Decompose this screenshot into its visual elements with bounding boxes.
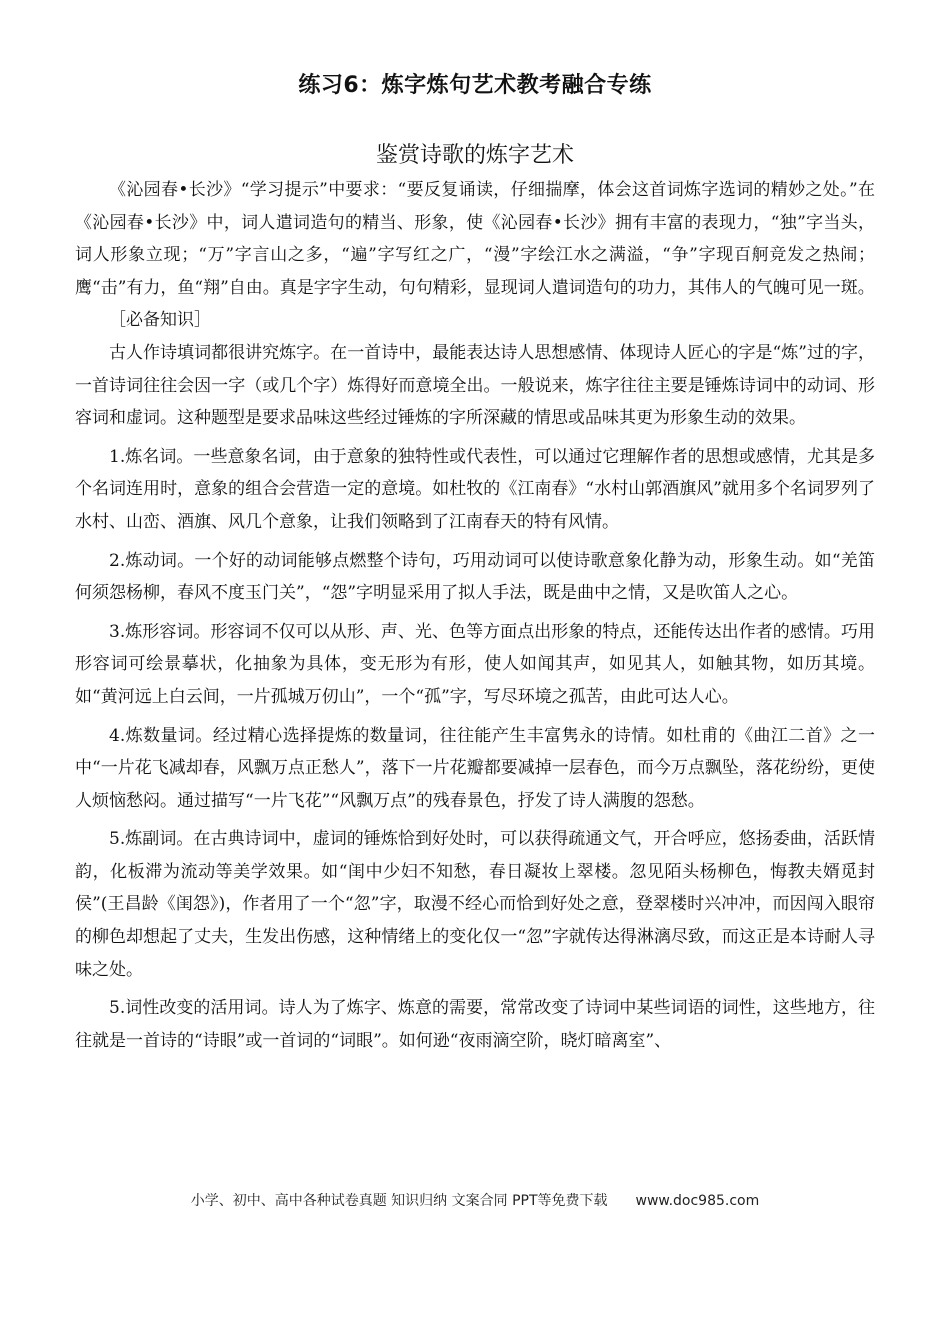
list-item-adverbs: 5.炼副词。在古典诗词中，虚词的锤炼恰到好处时，可以获得疏通文气，开合呼应，悠扬委曲，活跃情韵，化板滞为流动等美学效果。如“闺中少妇不知愁，春日凝妆上翠楼。忽见陌头杨柳色，悔教夫婿觅封侯”(王昌龄《闺怨》)，作者用了一个“忽”字，取漫不经心而恰到好处之意，登翠楼时兴冲冲，而因闯入眼帘的柳色却想起了丈夫，生发出伤感，这种情绪上的变化仅一“忽”字就传达得淋漓尽致，而这正是本诗耐人寻味之处。 bbox=[75, 829, 875, 980]
page-title: 练习6：炼字炼句艺术教考融合专练 bbox=[298, 73, 652, 98]
page-footer bbox=[0, 1190, 950, 1210]
list-item-conversion: 5.词性改变的活用词。诗人为了炼字、炼意的需要，常常改变了诗词中某些词语的词性，这些地方，往往就是一首诗的“诗眼”或一首词的“词眼”。如何逊“夜雨滴空阶，晓灯暗离室”、 bbox=[75, 998, 875, 1051]
document-body bbox=[75, 174, 875, 1057]
body-paragraph: 古人作诗填词都很讲究炼字。在一首诗中，最能表达诗人思想感情、体现诗人匠心的字是“炼”过的字，一首诗词往往会因一字（或几个字）炼得好而意境全出。一般说来，炼字往往主要是锤炼诗词中的动词、形容词和虚词。这种题型是要求品味这些经过锤炼的字所深藏的情思或品味其更为形象生动的效果。 bbox=[75, 342, 875, 429]
section-subtitle: 鉴赏诗歌的炼字艺术 bbox=[375, 143, 574, 168]
intro-paragraph: 《沁园春•长沙》“学习提示”中要求：“要反复诵读，仔细揣摩，体会这首词炼字选词的精妙之处。”在《沁园春•长沙》中，词人遣词造句的精当、形象，使《沁园春•长沙》拥有丰富的表现力，“独”字当头，词人形象立现；“万”字言山之多，“遍”字写红之广，“漫”字绘江水之满溢，“争”字现百舸竞发之热闹；鹰“击”有力，鱼“翔”自由。真是字字生动，句句精彩，显现词人遣词造句的功力，其伟人的气魄可见一斑。 bbox=[75, 180, 875, 298]
list-item-verbs: 2.炼动词。一个好的动词能够点燃整个诗句，巧用动词可以使诗歌意象化静为动，形象生动。如“羌笛何须怨杨柳，春风不度玉门关”，“怨”字明显采用了拟人手法，既是曲中之情，又是吹笛人之心。 bbox=[75, 550, 875, 604]
list-item-adjectives: 3.炼形容词。形容词不仅可以从形、声、光、色等方面点出形象的特点，还能传达出作者的感情。巧用形容词可绘景摹状，化抽象为具体，变无形为有形，使人如闻其声，如见其人，如触其物，如历其境。如“黄河远上白云间，一片孤城万仞山”，一个“孤”字，写尽环境之孤苦，由此可达人心。 bbox=[75, 621, 875, 707]
list-item-numerals: 4.炼数量词。经过精心选择提炼的数量词，往往能产生丰富隽永的诗情。如杜甫的《曲江二首》之一中“一片花飞减却春，风飘万点正愁人”，落下一片花瓣都要减掉一层春色，而今万点飘坠，落花纷纷，更使人烦恼愁闷。通过描写“一片飞花”“风飘万点”的残春景色，抒发了诗人满腹的怨愁。 bbox=[75, 725, 875, 811]
section-heading: ［必备知识］ bbox=[109, 310, 211, 331]
list-item-nouns: 1.炼名词。一些意象名词，由于意象的独特性或代表性，可以通过它理解作者的思想或感情，尤其是多个名词连用时，意象的组合会营造一定的意境。如杜牧的《江南春》“水村山郭酒旗风”就用多个名词罗列了水村、山峦、酒旗、风几个意象，让我们领略到了江南春天的特有风情。 bbox=[75, 446, 875, 532]
footer-url[interactable]: www.doc985.com bbox=[635, 1193, 760, 1209]
footer-text: 小学、初中、高中各种试卷真题 知识归纳 文案合同 PPT等免费下载 bbox=[190, 1193, 608, 1209]
